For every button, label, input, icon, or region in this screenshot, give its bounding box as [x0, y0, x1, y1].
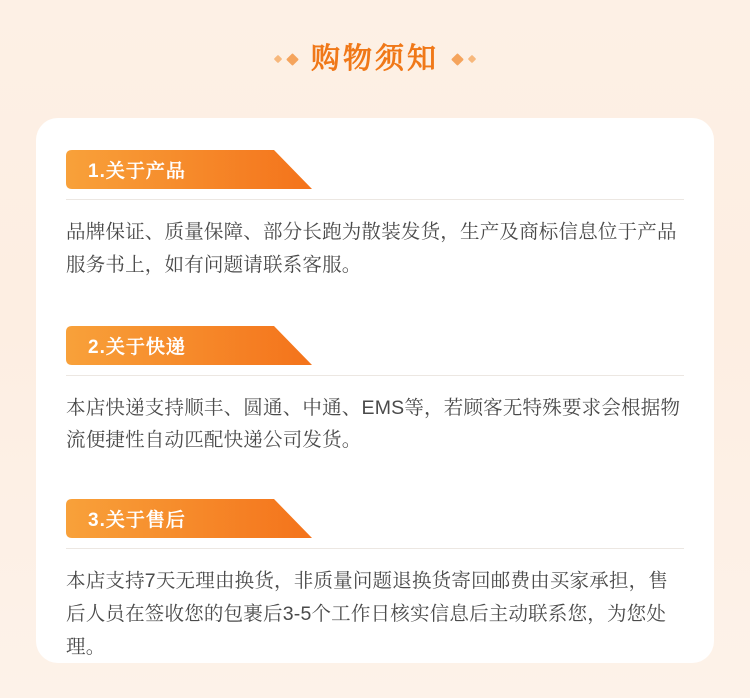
- section-title: 3.关于售后: [88, 510, 186, 531]
- section-about-product: [66, 118, 684, 282]
- section-body-text: 本店支持7天无理由换货，非质量问题退换货寄回邮费由买家承担，售后人员在签收您的包裹后3-5个工作日核实信息后主动联系您，为您处理。: [66, 570, 669, 658]
- section-title: 1.关于产品: [88, 161, 186, 182]
- diamond-ornament-right-icon: [453, 55, 475, 64]
- section-after-sales: [66, 457, 684, 663]
- notice-card: [36, 118, 714, 663]
- section-about-shipping: [66, 282, 684, 458]
- section-divider: [66, 199, 684, 200]
- diamond-icon: [286, 53, 299, 66]
- section-body-text: 本店快递支持顺丰、圆通、中通、EMS等，若顾客无特殊要求会根据物流便捷性自动匹配快递公司发货。: [66, 396, 681, 452]
- section-banner: [66, 326, 312, 365]
- diamond-icon: [274, 55, 282, 63]
- section-body-text: 品牌保证、质量保障、部分长跑为散装发货，生产及商标信息位于产品服务书上，如有问题请联系客服。: [66, 221, 677, 276]
- section-banner: [66, 499, 312, 538]
- diamond-ornament-left-icon: [275, 55, 297, 64]
- diamond-icon: [468, 55, 476, 63]
- diamond-icon: [451, 53, 464, 66]
- section-divider: [66, 548, 684, 549]
- section-banner: [66, 150, 312, 189]
- page-header: [0, 0, 750, 118]
- section-title: 2.关于快递: [88, 336, 186, 358]
- section-divider: [66, 375, 684, 376]
- page-title: 购物须知: [310, 42, 439, 75]
